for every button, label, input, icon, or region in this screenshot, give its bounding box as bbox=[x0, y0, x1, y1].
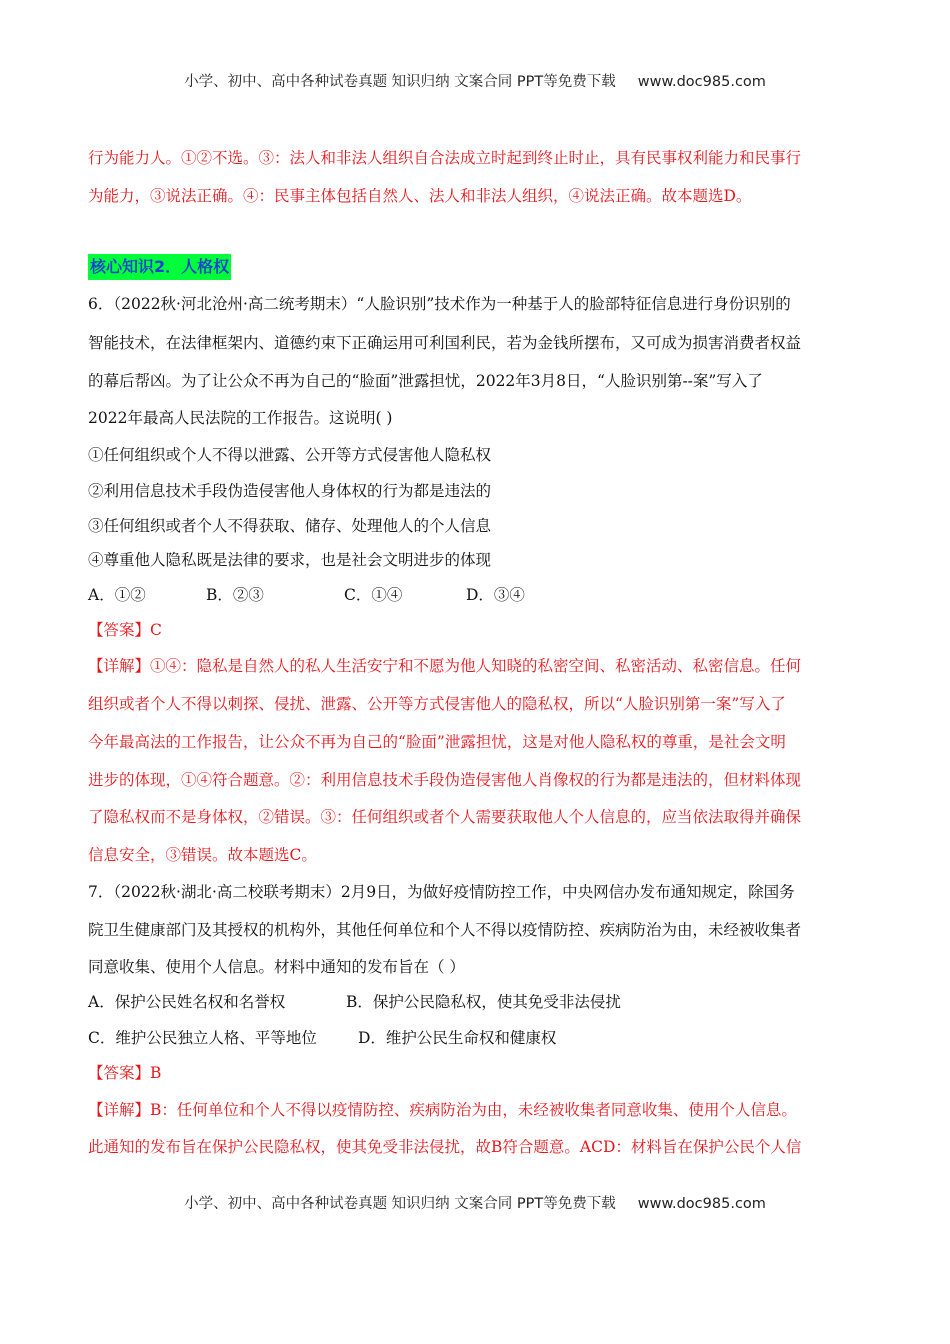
q6-stem-line-4: 2022年最高人民法院的工作报告。这说明( ) bbox=[88, 409, 393, 427]
q6-stem-line-2: 智能技术，在法律框架内、道德约束下正确运用可利国利民，若为金钱所摆布，又可成为损害消费者权益 bbox=[88, 334, 802, 352]
q7-options-row-1 bbox=[88, 990, 621, 1012]
q7-option-b[interactable]: B．保护公民隐私权，使其免受非法侵扰 bbox=[346, 993, 621, 1011]
prev-explanation-line-2: 为能力，③说法正确。④：民事主体包括自然人、法人和非法人组织，④说法正确。故本题选D。 bbox=[88, 187, 752, 205]
q7-stem-line-3: 同意收集、使用个人信息。材料中通知的发布旨在（ ） bbox=[88, 958, 465, 976]
header-url[interactable]: www.doc985.com bbox=[637, 74, 766, 90]
q6-statement-2: ②利用信息技术手段伪造侵害他人身体权的行为都是违法的 bbox=[88, 482, 492, 500]
q7-option-d[interactable]: D．维护公民生命权和健康权 bbox=[358, 1029, 557, 1047]
q6-statement-1: ①任何组织或个人不得以泄露、公开等方式侵害他人隐私权 bbox=[88, 446, 492, 464]
q6-explanation-line-6: 信息安全，③错误。故本题选C。 bbox=[88, 846, 317, 864]
q6-option-a[interactable]: A．①② bbox=[88, 586, 146, 604]
q7-answer: 【答案】B bbox=[88, 1064, 162, 1082]
q7-option-a[interactable]: A．保护公民姓名权和名誉权 bbox=[88, 993, 286, 1011]
q7-explanation-line-2: 此通知的发布旨在保护公民隐私权，使其免受非法侵扰，故B符合题意。ACD：材料旨在保护公民个人信 bbox=[88, 1138, 802, 1156]
q6-explanation-line-4: 进步的体现，①④符合题意。②：利用信息技术手段伪造侵害他人肖像权的行为都是违法的，但材料体现 bbox=[88, 771, 802, 789]
q6-statement-3: ③任何组织或者个人不得获取、储存、处理他人的个人信息 bbox=[88, 517, 492, 535]
q7-options-row-2 bbox=[88, 1026, 556, 1048]
q6-option-c[interactable]: C．①④ bbox=[344, 586, 403, 604]
q6-stem-line-1: 6．（2022秋·河北沧州·高二统考期末）“人脸识别”技术作为一种基于人的脸部特征信息进行身份识别的 bbox=[88, 295, 791, 313]
q6-option-d[interactable]: D．③④ bbox=[466, 586, 525, 604]
q6-explanation-line-2: 组织或者个人不得以刺探、侵扰、泄露、公开等方式侵害他人的隐私权，所以“人脸识别第一案”写入了 bbox=[88, 695, 786, 713]
footer-url[interactable]: www.doc985.com bbox=[637, 1196, 766, 1212]
q7-stem-line-2: 院卫生健康部门及其授权的机构外，其他任何单位和个人不得以疫情防控、疾病防治为由，未经被收集者 bbox=[88, 921, 802, 939]
header-text: 小学、初中、高中各种试卷真题 知识归纳 文案合同 PPT等免费下载 bbox=[184, 74, 616, 90]
q6-option-b[interactable]: B．②③ bbox=[206, 586, 264, 604]
footer-text: 小学、初中、高中各种试卷真题 知识归纳 文案合同 PPT等免费下载 bbox=[184, 1196, 616, 1212]
q6-explanation-line-1: 【详解】①④：隐私是自然人的私人生活安宁和不愿为他人知晓的私密空间、私密活动、私密信息。任何 bbox=[88, 657, 802, 675]
page-header bbox=[0, 70, 950, 91]
q6-statement-4: ④尊重他人隐私既是法律的要求，也是社会文明进步的体现 bbox=[88, 551, 492, 569]
q6-answer: 【答案】C bbox=[88, 621, 162, 639]
q6-stem-line-3: 的幕后帮凶。为了让公众不再为自己的“脸面”泄露担忧，2022年3月8日，“人脸识别第--案”写入了 bbox=[88, 372, 763, 390]
q7-option-c[interactable]: C．维护公民独立人格、平等地位 bbox=[88, 1029, 317, 1047]
q7-explanation-line-1: 【详解】B：任何单位和个人不得以疫情防控、疾病防治为由，未经被收集者同意收集、使用个人信息。 bbox=[88, 1101, 797, 1119]
q6-options bbox=[88, 583, 525, 605]
q7-stem-line-1: 7．（2022秋·湖北·高二校联考期末）2月9日，为做好疫情防控工作，中央网信办发布通知规定，除国务 bbox=[88, 883, 795, 901]
q6-explanation-line-5: 了隐私权而不是身体权，②错误。③：任何组织或者个人需要获取他人个人信息的，应当依法取得并确保 bbox=[88, 808, 802, 826]
section-title: 核心知识2．人格权 bbox=[88, 254, 231, 280]
prev-explanation-line-1: 行为能力人。①②不选。③：法人和非法人组织自合法成立时起到终止时止，具有民事权利能力和民事行 bbox=[88, 149, 802, 167]
page-footer bbox=[0, 1192, 950, 1213]
q6-explanation-line-3: 今年最高法的工作报告，让公众不再为自己的“脸面”泄露担忧，这是对他人隐私权的尊重，是社会文明 bbox=[88, 733, 786, 751]
